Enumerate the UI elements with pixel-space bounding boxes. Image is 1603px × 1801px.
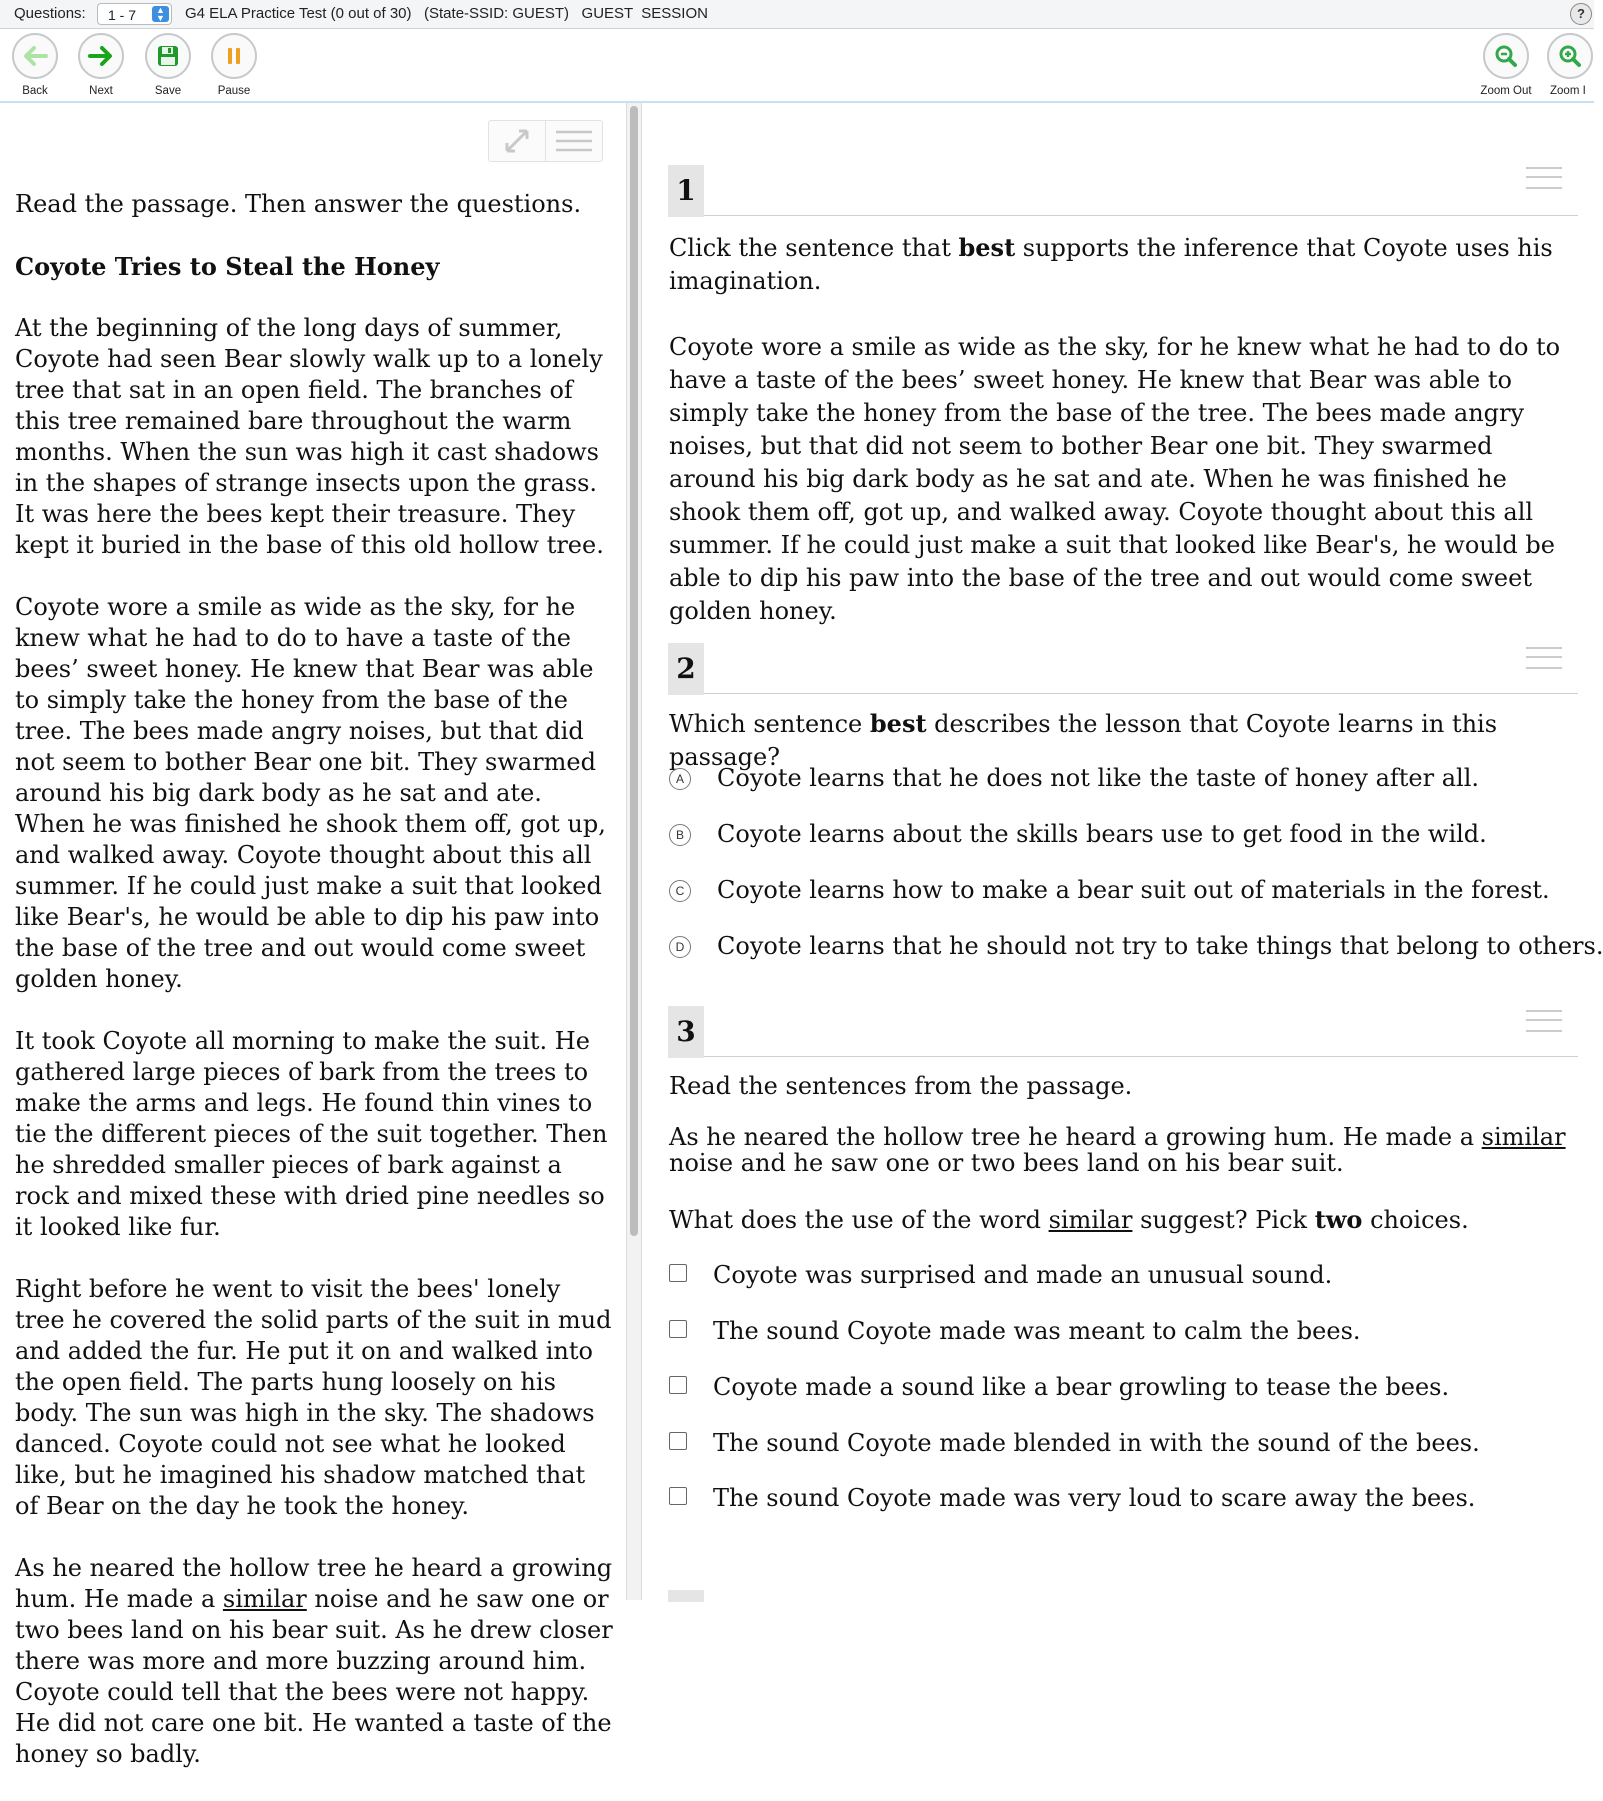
- passage-paragraph-5: [15, 1553, 615, 1770]
- question-3-choice-4[interactable]: [669, 1427, 1480, 1460]
- question-3-menu-icon[interactable]: [1526, 1010, 1562, 1032]
- choice-a-radio[interactable]: A: [669, 768, 691, 790]
- expand-icon[interactable]: [489, 121, 545, 161]
- q3-choice-2-text: The sound Coyote made was meant to calm the bees.: [713, 1317, 1361, 1345]
- q1-prompt-a: Click the sentence that: [669, 234, 959, 262]
- question-3-choice-3[interactable]: [669, 1371, 1449, 1404]
- passage-paragraph-1: At the beginning of the long days of summer, Coyote had seen Bear slowly walk up to a lonely tree that sat in an open field. The branches of this tree remained bare throughout the warm months. When the sun was high it cast shadows in the shapes of strange insects upon the grass. It was here the bees kept their treasure. They kept it buried in the base of this old hollow tree.: [15, 314, 604, 559]
- passage-menu-icon[interactable]: [545, 121, 602, 161]
- question-3-choice-1[interactable]: [669, 1259, 1332, 1292]
- question-1-number: 1: [668, 165, 704, 217]
- passage-pane: [0, 103, 626, 1768]
- questions-range: 1 - 7: [108, 7, 137, 23]
- save-button[interactable]: [138, 33, 198, 97]
- questions-label: Questions:: [14, 5, 86, 22]
- pause-button[interactable]: [204, 33, 264, 97]
- choice-c-text: Coyote learns how to make a bear suit out of materials in the forest.: [717, 876, 1550, 904]
- zoom-in-label: Zoom I: [1550, 85, 1586, 97]
- choice-1-checkbox[interactable]: [669, 1264, 687, 1282]
- question-3-number: 3: [668, 1006, 704, 1058]
- zoom-out-label: Zoom Out: [1480, 85, 1532, 97]
- p5-text-b: noise and he saw one or two bees land on his bear suit. As he drew closer there was more and more buzzing around him. Coyote could tell that the bees were not happy. He did not care one bit. He wanted a taste of the honey so badly.: [15, 1585, 613, 1768]
- scrollbar-thumb[interactable]: [630, 106, 638, 1236]
- test-title: G4 ELA Practice Test (0 out of 30) (State-SSID: GUEST) GUEST SESSION: [185, 5, 708, 22]
- select-arrows-icon: ▲ ▼: [152, 6, 169, 22]
- question-2-choice-b[interactable]: [669, 818, 1487, 851]
- q2-prompt-b: describes the lesson that Coyote learns in this passage?: [669, 710, 1498, 771]
- question-1-prompt: [669, 231, 1569, 298]
- question-3-prompt: [669, 1203, 1569, 1237]
- zoom-in-icon: [1547, 33, 1593, 79]
- back-arrow-icon: [12, 33, 58, 79]
- question-3-quote: [669, 1124, 1569, 1176]
- q3-quote-underlined-word: similar: [1481, 1123, 1566, 1151]
- question-1-excerpt[interactable]: Coyote wore a smile as wide as the sky, for he knew what he had to do to have a taste of the bees’ sweet honey. He knew that Bear was able to simply take the honey from the base of the tree. The bees made angry noises, but that did not seem to bother Bear one bit. They swarmed around his big dark body as he sat and ate. When he was finished he shook them off, got up, and walked away. Coyote thought about this all summer. If he could just make a suit that looked like Bear's, he would be able to dip his paw into the base of the tree and out would come sweet golden honey.: [669, 333, 1561, 625]
- zoom-in-button[interactable]: [1542, 33, 1594, 97]
- passage-paragraph-3: It took Coyote all morning to make the suit. He gathered large pieces of bark from the trees to make the arms and legs. He found thin vines to tie the different pieces of the suit together. Then he shredded smaller pieces of bark against a rock and mixed these with dried pine needles so it looked like fur.: [15, 1027, 608, 1241]
- question-3-divider: [704, 1056, 1578, 1057]
- q3-prompt-b: suggest? Pick: [1132, 1206, 1315, 1234]
- q3-prompt-bold: two: [1314, 1205, 1363, 1234]
- zoom-out-button[interactable]: [1476, 33, 1536, 97]
- save-label: Save: [154, 85, 182, 97]
- q3-choice-4-text: The sound Coyote made blended in with the sound of the bees.: [713, 1429, 1480, 1457]
- passage-title: Coyote Tries to Steal the Honey: [15, 252, 440, 281]
- choice-b-radio[interactable]: B: [669, 824, 691, 846]
- question-2-divider: [704, 693, 1578, 694]
- question-4-number-partial: [668, 1590, 704, 1602]
- q3-quote-b: noise and he saw one or two bees land on his bear suit.: [669, 1149, 1344, 1177]
- question-3-choice-2[interactable]: [669, 1315, 1361, 1348]
- questions-pane: [642, 103, 1603, 1600]
- pause-icon: [211, 33, 257, 79]
- p5-underlined-word: similar: [222, 1585, 307, 1613]
- q1-prompt-b: supports the inference that Coyote uses his imagination.: [669, 234, 1553, 295]
- next-arrow-icon: [78, 33, 124, 79]
- q3-prompt-c: choices.: [1362, 1206, 1469, 1234]
- q3-choice-1-text: Coyote was surprised and made an unusual sound.: [713, 1261, 1333, 1289]
- question-1-menu-icon[interactable]: [1526, 167, 1562, 189]
- question-2-menu-icon[interactable]: [1526, 647, 1562, 669]
- q3-choice-5-text: The sound Coyote made was very loud to scare away the bees.: [713, 1484, 1476, 1512]
- q1-prompt-bold: best: [958, 233, 1016, 262]
- zoom-out-icon: [1483, 33, 1529, 79]
- pause-label: Pause: [217, 85, 251, 97]
- q2-prompt-a: Which sentence: [669, 710, 870, 738]
- choice-3-checkbox[interactable]: [669, 1376, 687, 1394]
- passage-instructions: Read the passage. Then answer the questions.: [15, 190, 582, 218]
- p5-text-a: As he neared the hollow tree he heard a growing hum. He made a: [15, 1554, 613, 1613]
- question-2-choice-a[interactable]: [669, 762, 1479, 795]
- choice-c-radio[interactable]: C: [669, 880, 691, 902]
- floppy-disk-icon: [145, 33, 191, 79]
- question-3-choice-5[interactable]: [669, 1482, 1475, 1515]
- questions-select[interactable]: [97, 3, 172, 25]
- choice-d-radio[interactable]: D: [669, 936, 691, 958]
- q3-prompt-a: What does the use of the word: [669, 1206, 1049, 1234]
- question-1-divider: [704, 215, 1578, 216]
- back-button[interactable]: [5, 33, 65, 97]
- back-label: Back: [22, 85, 48, 97]
- top-bar: [0, 0, 1594, 29]
- help-icon[interactable]: ?: [1570, 3, 1592, 25]
- passage-text: [15, 189, 615, 1801]
- choice-4-checkbox[interactable]: [669, 1432, 687, 1450]
- q3-prompt-underlined-word: similar: [1048, 1206, 1133, 1234]
- q2-prompt-bold: best: [869, 709, 927, 738]
- passage-paragraph-2: Coyote wore a smile as wide as the sky, for he knew what he had to do to have a taste of the bees’ sweet honey. He knew that Bear was able to simply take the honey from the base of the tree. The bees made angry noises, but that did not seem to bother Bear one bit. They swarmed around his big dark body as he sat and ate. When he was finished he shook them off, got up, and walked away. Coyote thought about this all summer. If he could just make a suit that looked like Bear's, he would be able to dip his paw into the base of the tree and out would come sweet golden honey.: [15, 593, 606, 993]
- q3-quote-a: As he neared the hollow tree he heard a growing hum. He made a: [669, 1123, 1482, 1151]
- next-button[interactable]: [71, 33, 131, 97]
- question-2-choice-d[interactable]: [669, 930, 1603, 963]
- choice-5-checkbox[interactable]: [669, 1487, 687, 1505]
- passage-scrollbar[interactable]: [626, 103, 642, 1600]
- passage-tools: [488, 120, 603, 162]
- q3-choice-3-text: Coyote made a sound like a bear growling to tease the bees.: [713, 1373, 1450, 1401]
- next-label: Next: [89, 85, 113, 97]
- choice-2-checkbox[interactable]: [669, 1320, 687, 1338]
- choice-b-text: Coyote learns about the skills bears use to get food in the wild.: [717, 820, 1487, 848]
- choice-a-text: Coyote learns that he does not like the taste of honey after all.: [717, 764, 1480, 792]
- question-3-intro: Read the sentences from the passage.: [669, 1072, 1133, 1100]
- question-2-choice-c[interactable]: [669, 874, 1550, 907]
- toolbar: [0, 29, 1594, 103]
- question-2-number: 2: [668, 643, 704, 695]
- choice-d-text: Coyote learns that he should not try to take things that belong to others.: [717, 932, 1603, 960]
- passage-paragraph-4: Right before he went to visit the bees' lonely tree he covered the solid parts of the suit in mud and added the fur. He put it on and walked into the open field. The parts hung loosely on his body. The sun was high in the sky. The shadows danced. Coyote could not see what he looked like, but he imagined his shadow matched that of Bear on the day he took the honey.: [15, 1275, 612, 1520]
